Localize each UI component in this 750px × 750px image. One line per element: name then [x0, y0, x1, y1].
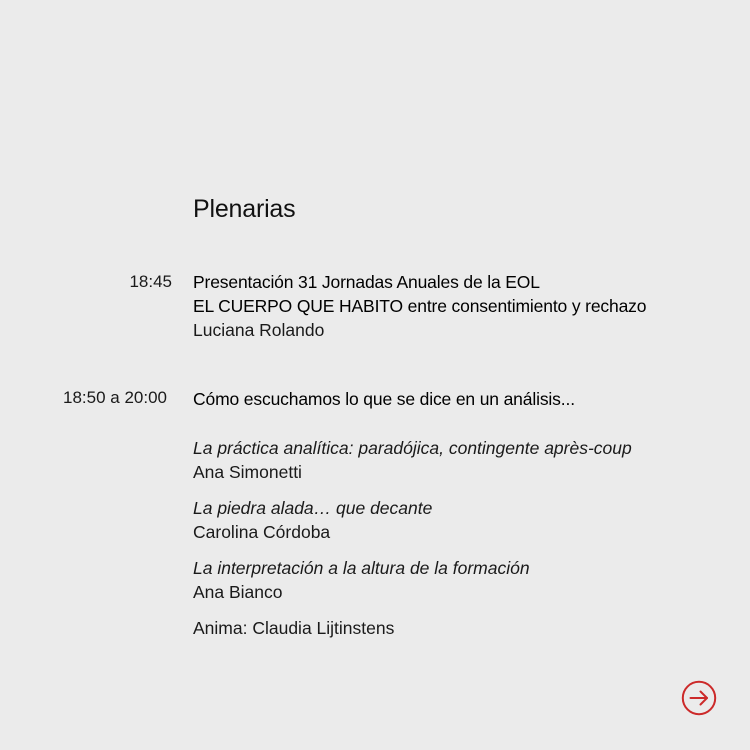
session-time-1: 18:45: [129, 272, 172, 291]
moderator-block: [193, 616, 394, 640]
talk-2-title: La piedra alada… que decante: [193, 498, 433, 518]
arrow-right-circle-icon[interactable]: [681, 680, 717, 716]
session-2-title-block: [193, 387, 575, 411]
session-1-title-line-2: EL CUERPO QUE HABITO entre consentimiento y rechazo: [193, 296, 647, 316]
talk-1: [193, 436, 632, 484]
talk-1-title: La práctica analítica: paradójica, contingente après-coup: [193, 438, 632, 458]
session-1-speaker: Luciana Rolando: [193, 320, 325, 340]
talk-2: [193, 496, 432, 544]
talk-3: [193, 556, 530, 604]
talk-2-speaker: Carolina Córdoba: [193, 522, 331, 542]
section-title: Plenarias: [193, 195, 296, 223]
talk-3-speaker: Ana Bianco: [193, 582, 283, 602]
session-2-title: Cómo escuchamos lo que se dice en un análisis...: [193, 389, 575, 409]
moderator: Anima: Claudia Lijtinstens: [193, 618, 395, 638]
session-1: [193, 270, 646, 342]
session-1-title-line-1: Presentación 31 Jornadas Anuales de la EOL: [193, 272, 540, 292]
session-time-2: 18:50 a 20:00: [63, 388, 167, 407]
talk-3-title: La interpretación a la altura de la formación: [193, 558, 530, 578]
talk-1-speaker: Ana Simonetti: [193, 462, 302, 482]
